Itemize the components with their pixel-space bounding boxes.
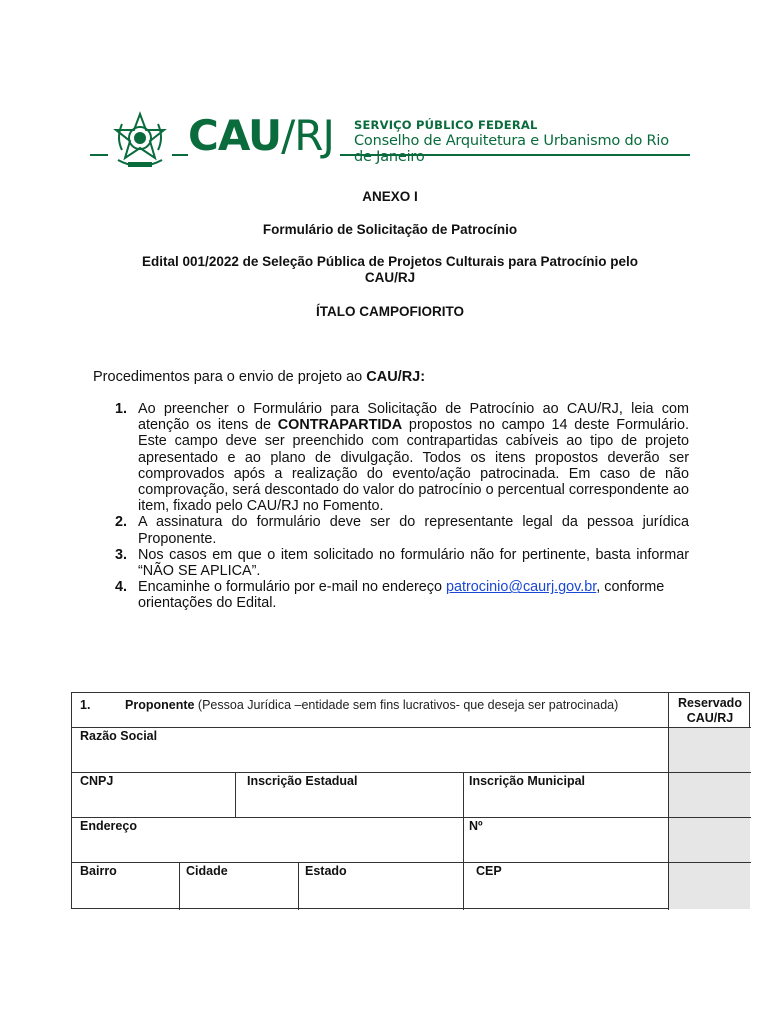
form-title: Formulário de Solicitação de Patrocínio <box>262 222 518 237</box>
section-heading: Proponente (Pessoa Jurídica –entidade sem fins lucrativos- que deseja ser patrocinada) <box>125 698 619 712</box>
proponent-form-table <box>71 692 750 909</box>
column-divider <box>463 862 464 910</box>
service-label: SERVIÇO PÚBLICO FEDERAL <box>354 118 538 132</box>
inscricao-estadual-field[interactable]: Inscrição Estadual <box>247 774 358 788</box>
estado-field[interactable]: Estado <box>305 864 347 878</box>
bairro-field[interactable]: Bairro <box>80 864 117 878</box>
reserved-cell <box>668 728 750 772</box>
row-divider <box>72 727 751 728</box>
procedures-list <box>93 401 689 612</box>
cidade-field[interactable]: Cidade <box>186 864 228 878</box>
cep-field[interactable]: CEP <box>476 864 502 878</box>
email-link[interactable]: patrocinio@caurj.gov.br <box>445 579 597 596</box>
section-number: 1. <box>80 698 91 712</box>
edital-title-line1: Edital 001/2022 de Seleção Pública de Projetos Culturais para Patrocínio pelo <box>142 254 638 269</box>
annex-title: ANEXO I <box>362 189 418 204</box>
numero-field[interactable]: Nº <box>469 819 483 833</box>
list-item: 2. A assinatura do formulário deve ser do representante legal da pessoa jurídica Proponente. <box>115 514 689 547</box>
column-divider <box>179 862 180 910</box>
cau-rj-logo: CAU/RJ <box>188 112 340 160</box>
list-item: 4. Encaminhe o formulário por e-mail no endereço patrocinio@caurj.gov.br, conforme orientações do Edital. <box>115 579 665 612</box>
brazil-coat-of-arms-icon <box>108 110 172 174</box>
cnpj-field[interactable]: CNPJ <box>80 774 114 788</box>
program-title: ÍTALO CAMPOFIORITO <box>316 304 464 319</box>
reserved-cell <box>668 863 750 909</box>
column-divider <box>463 817 464 862</box>
column-divider <box>235 772 236 817</box>
column-divider <box>298 862 299 910</box>
reserved-header: Reservado CAU/RJ <box>678 696 742 725</box>
row-divider <box>72 817 751 818</box>
razao-social-field[interactable]: Razão Social <box>80 729 158 743</box>
reserved-cell <box>668 773 750 817</box>
council-name <box>354 118 690 165</box>
reserved-cell <box>668 818 750 862</box>
council-label: Conselho de Arquitetura e Urbanismo do Rio de Janeiro <box>354 133 669 165</box>
procedures-heading: Procedimentos para o envio de projeto ao CAU/RJ: <box>93 369 426 385</box>
edital-title-line2: CAU/RJ <box>364 270 416 285</box>
list-item: 1. Ao preencher o Formulário para Solicitação de Patrocínio ao CAU/RJ, leia com atenção os itens de CONTRAPARTIDA propostos no campo 14 deste Formulário. Este campo deve ser preenchido com contrapartidas cabíveis ao tipo de projeto apresentado e ao plano de divulgação. Todos os itens propostos deverão ser comprovados após a realização do evento/ação patrocinada. Em caso de não comprovação, será descontado do valor do patrocínio o percentual correspondente ao item, fixado pelo CAU/RJ no Fomento. <box>115 401 689 515</box>
list-item: 3. Nos casos em que o item solicitado no formulário não for pertinente, basta informar “NÃO SE APLICA”. <box>115 546 689 580</box>
inscricao-municipal-field[interactable]: Inscrição Municipal <box>469 774 586 788</box>
endereco-field[interactable]: Endereço <box>80 819 137 833</box>
letterhead <box>90 108 690 180</box>
row-divider <box>72 862 751 863</box>
row-divider <box>72 772 751 773</box>
column-divider <box>463 772 464 817</box>
column-divider <box>668 693 669 910</box>
